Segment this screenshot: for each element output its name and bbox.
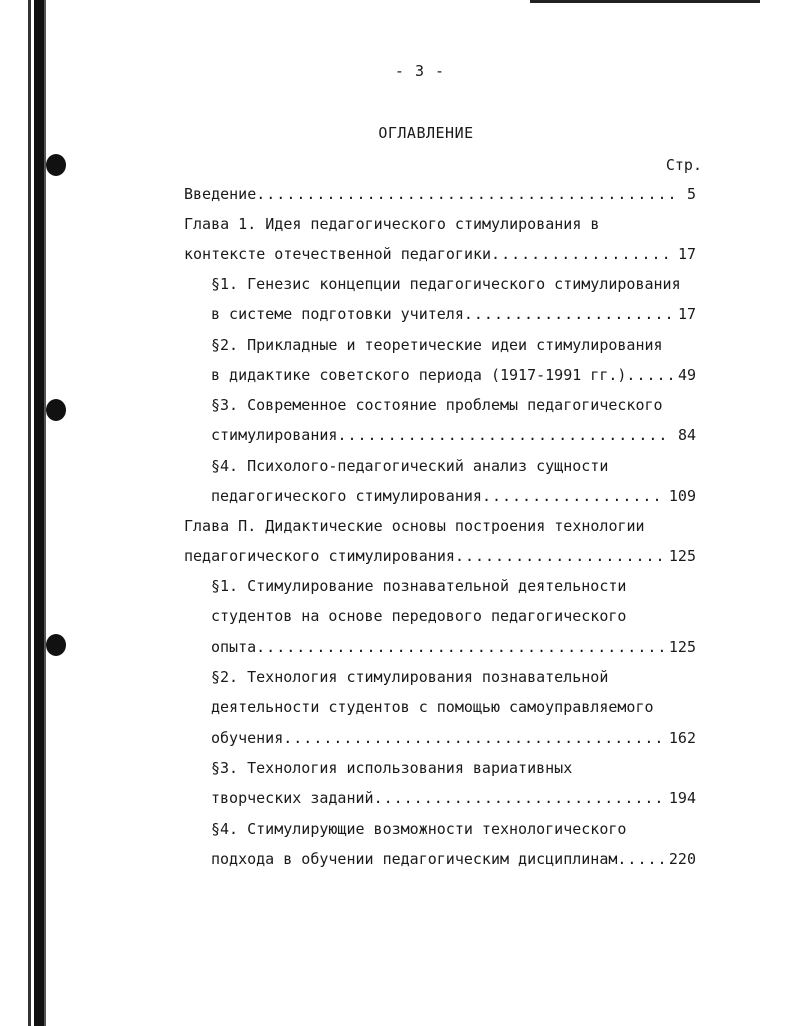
dot-leader (455, 546, 663, 566)
toc-entry (211, 365, 696, 385)
toc-entry-title: творческих заданий (211, 789, 374, 807)
dot-leader (491, 244, 672, 264)
page-title: ОГЛАВЛЕНИЕ (378, 124, 474, 142)
page-column-label: Стр. (665, 156, 702, 174)
toc-entry-line: §2. Прикладные и теоретические идеи стимулирования (211, 336, 663, 354)
toc-entry-title: педагогического стимулирования (211, 487, 482, 505)
toc-entry-line: §1. Стимулирование познавательной деятельности (211, 577, 627, 595)
toc-page-number: 125 (668, 638, 696, 656)
dot-leader (482, 486, 663, 506)
toc-entry (184, 244, 696, 264)
toc-entry (211, 728, 696, 748)
scan-edge-line (28, 0, 31, 1026)
toc-entry (184, 184, 696, 204)
toc-entry-title: педагогического стимулирования (184, 547, 455, 565)
dot-leader (374, 788, 663, 808)
toc-entry-title: в системе подготовки учителя (211, 305, 464, 323)
toc-entry-line: §3. Технология использования вариативных (211, 759, 573, 777)
toc-page-number: 220 (668, 850, 696, 868)
toc-entry-line: §2. Технология стимулирования познавательной (211, 668, 609, 686)
toc-entry-line: Глава 1. Идея педагогического стимулирования в (184, 215, 600, 233)
toc-entry-line: §1. Генезис концепции педагогического стимулирования (211, 275, 681, 293)
dot-leader (337, 425, 672, 445)
toc-page-number: 109 (668, 487, 696, 505)
toc-entry (184, 546, 696, 566)
toc-entry-line: Глава П. Дидактические основы построения технологии (184, 517, 645, 535)
toc-page-number: 84 (677, 426, 696, 444)
toc-page-number: 194 (668, 789, 696, 807)
toc-entry-line: §3. Современное состояние проблемы педагогического (211, 396, 663, 414)
toc-entry-line: студентов на основе передового педагогического (211, 607, 627, 625)
dot-leader (256, 184, 681, 204)
toc-entry (211, 788, 696, 808)
toc-entry-title: опыта (211, 638, 257, 656)
toc-entry (211, 849, 696, 869)
toc-entry-title: контексте отечественной педагогики (184, 245, 492, 263)
dot-leader (464, 304, 672, 324)
scan-edge-line (44, 0, 46, 1026)
punch-hole (46, 399, 66, 421)
toc-entry-title: подхода в обучении педагогическим дисциплинам (211, 850, 618, 868)
toc-entry (211, 304, 696, 324)
dot-leader (283, 728, 663, 748)
toc-entry-line: §4. Стимулирующие возможности технологического (211, 820, 627, 838)
toc-entry-title: стимулирования (211, 426, 338, 444)
toc-entry-title: в дидактике советского периода (1917-1991 гг.) (211, 366, 627, 384)
punch-hole (46, 634, 66, 656)
toc-entry-title: обучения (211, 729, 284, 747)
toc-page-number: 162 (668, 729, 696, 747)
scan-binding-edge (34, 0, 44, 1026)
page-number: - 3 - (394, 62, 446, 80)
toc-page-number: 17 (677, 305, 696, 323)
dot-leader (617, 849, 663, 869)
top-scan-rule (530, 0, 760, 3)
toc-entry-title: Введение (184, 185, 257, 203)
toc-page-number: 17 (677, 245, 696, 263)
toc-page-number: 125 (668, 547, 696, 565)
toc-entry-line: §4. Психолого-педагогический анализ сущности (211, 457, 609, 475)
toc-page-number: 5 (686, 185, 696, 203)
toc-entry (211, 425, 696, 445)
toc-entry (211, 637, 696, 657)
punch-hole (46, 154, 66, 176)
dot-leader (626, 365, 672, 385)
dot-leader (256, 637, 663, 657)
toc-page-number: 49 (677, 366, 696, 384)
toc-entry (211, 486, 696, 506)
toc-entry-line: деятельности студентов с помощью самоуправляемого (211, 698, 654, 716)
